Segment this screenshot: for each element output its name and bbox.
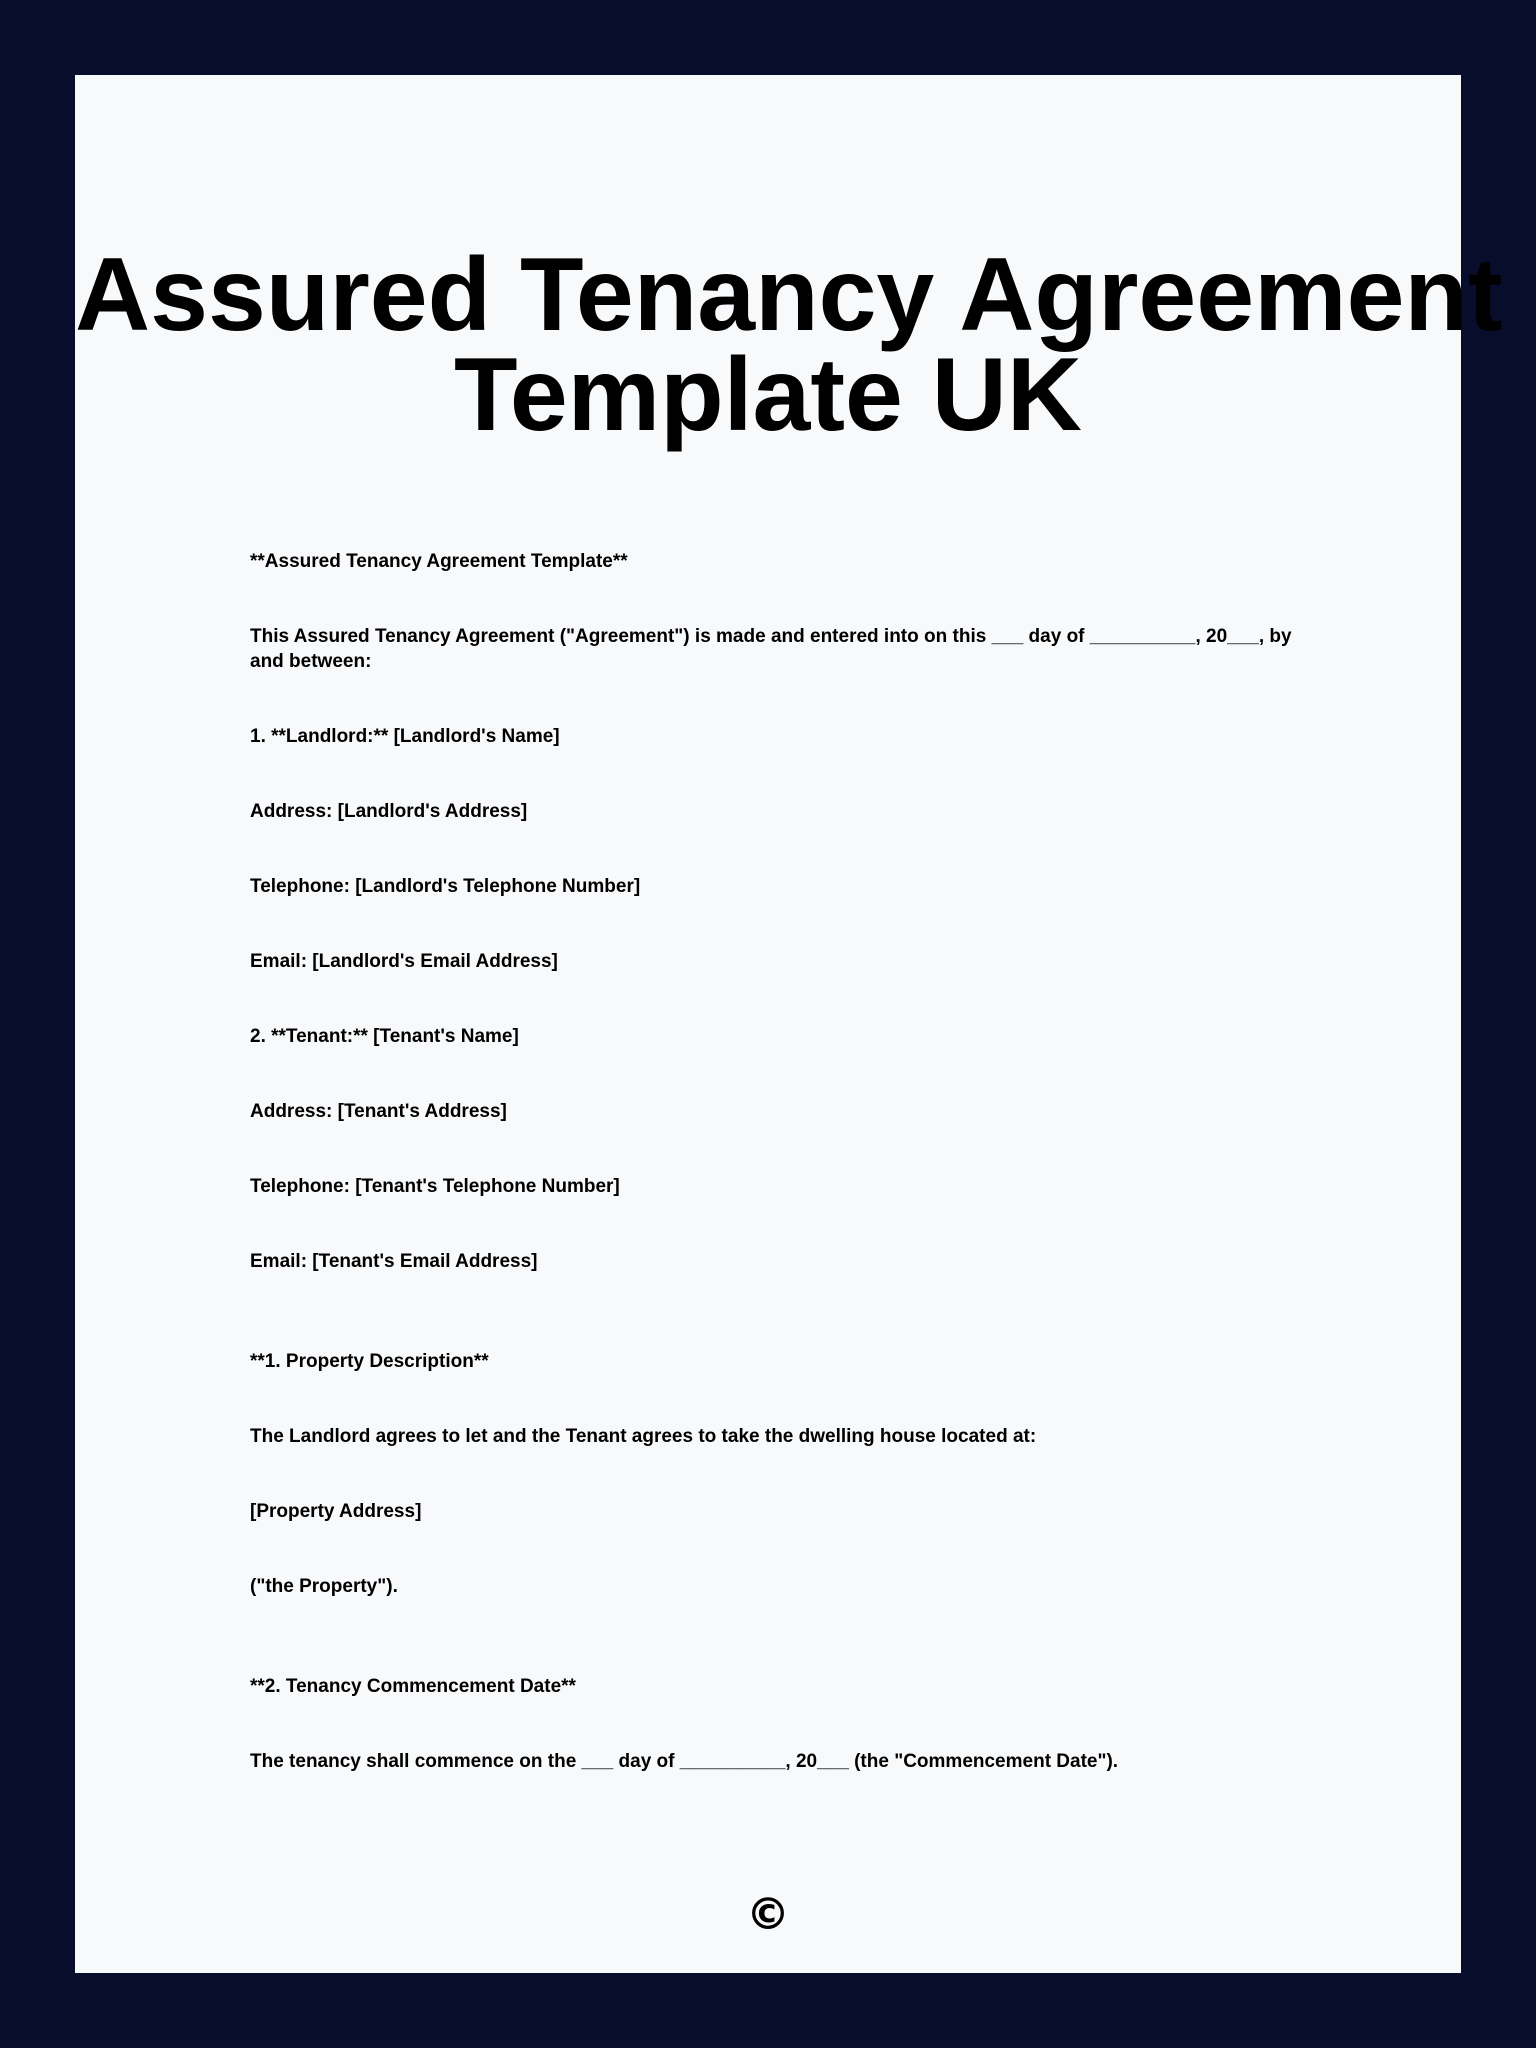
- section-1-heading: **1. Property Description**: [250, 1351, 489, 1372]
- section-2-heading: **2. Tenancy Commencement Date**: [250, 1676, 576, 1697]
- agreement-heading: **Assured Tenancy Agreement Template**: [250, 551, 628, 572]
- property-description: The Landlord agrees to let and the Tenant agrees to take the dwelling house located at:: [250, 1426, 1037, 1447]
- landlord-telephone: Telephone: [Landlord's Telephone Number]: [250, 876, 641, 897]
- landlord-name: 1. **Landlord:** [Landlord's Name]: [250, 726, 560, 747]
- property-address: [Property Address]: [250, 1501, 422, 1522]
- landlord-email: Email: [Landlord's Email Address]: [250, 951, 558, 972]
- document-page: [75, 75, 1503, 1973]
- property-definition: ("the Property").: [250, 1576, 398, 1597]
- copyright-icon: ©: [746, 1889, 790, 1940]
- document-title: [75, 237, 1503, 453]
- agreement-intro: This Assured Tenancy Agreement ("Agreement") is made and entered into on this ___ day of __________, 20___, by and between:: [250, 626, 1292, 672]
- tenant-email: Email: [Tenant's Email Address]: [250, 1251, 538, 1272]
- document-title-line-2: Template UK: [454, 337, 1082, 453]
- tenant-address: Address: [Tenant's Address]: [250, 1101, 507, 1122]
- commencement-date: The tenancy shall commence on the ___ day of __________, 20___ (the "Commencement Date").: [250, 1751, 1119, 1772]
- document-title-line-1: Assured Tenancy Agreement: [75, 237, 1503, 353]
- landlord-address: Address: [Landlord's Address]: [250, 801, 528, 822]
- tenant-name: 2. **Tenant:** [Tenant's Name]: [250, 1026, 519, 1047]
- tenant-telephone: Telephone: [Tenant's Telephone Number]: [250, 1176, 620, 1197]
